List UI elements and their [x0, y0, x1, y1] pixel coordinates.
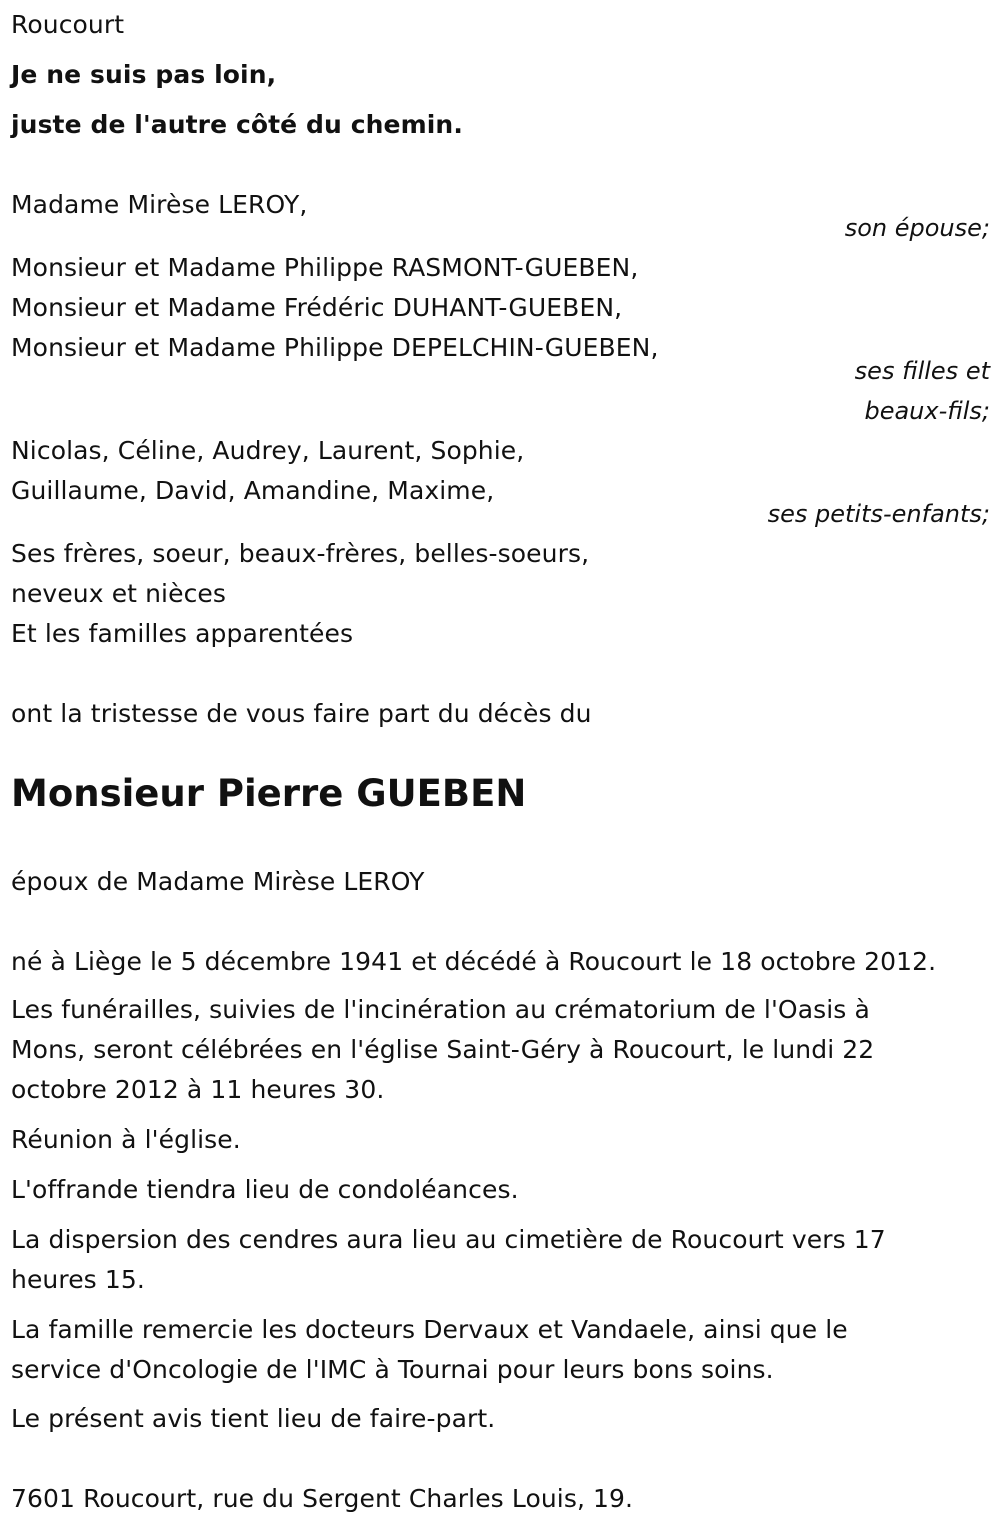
- location-header: Roucourt: [11, 10, 125, 39]
- others-line-3: Et les familles apparentées: [11, 619, 354, 648]
- birth-death: né à Liège le 5 décembre 1941 et décédé à Roucourt le 18 octobre 2012.: [11, 947, 937, 976]
- grandchildren-line-2: Guillaume, David, Amandine, Maxime,: [11, 476, 495, 505]
- funeral-line-2: Mons, seront célébrées en l'église Saint-Géry à Roucourt, le lundi 22: [11, 1035, 875, 1064]
- child-line-1: Monsieur et Madame Philippe RASMONT-GUEBEN,: [11, 253, 639, 282]
- meeting: Réunion à l'église.: [11, 1125, 241, 1154]
- spouse-role: son épouse;: [844, 214, 990, 242]
- child-line-2: Monsieur et Madame Frédéric DUHANT-GUEBEN,: [11, 293, 623, 322]
- notice: Le présent avis tient lieu de faire-part.: [11, 1404, 496, 1433]
- grandchildren-role: ses petits-enfants;: [767, 500, 990, 528]
- thanks-line-1: La famille remercie les docteurs Dervaux et Vandaele, ainsi que le: [11, 1315, 848, 1344]
- others-line-2: neveux et nièces: [11, 579, 227, 608]
- funeral-line-1: Les funérailles, suivies de l'incinération au crématorium de l'Oasis à: [11, 995, 870, 1024]
- deceased-name: Monsieur Pierre GUEBEN: [11, 772, 527, 815]
- grandchildren-line-1: Nicolas, Céline, Audrey, Laurent, Sophie,: [11, 436, 525, 465]
- dispersion-line-2: heures 15.: [11, 1265, 145, 1294]
- poem-line-2: juste de l'autre côté du chemin.: [11, 110, 463, 139]
- spouse-name: Madame Mirèse LEROY,: [11, 190, 308, 219]
- child-line-3: Monsieur et Madame Philippe DEPELCHIN-GUEBEN,: [11, 333, 659, 362]
- offering: L'offrande tiendra lieu de condoléances.: [11, 1175, 519, 1204]
- thanks-line-2: service d'Oncologie de l'IMC à Tournai pour leurs bons soins.: [11, 1355, 774, 1384]
- children-role-2: beaux-fils;: [864, 397, 990, 425]
- dispersion-line-1: La dispersion des cendres aura lieu au cimetière de Roucourt vers 17: [11, 1225, 886, 1254]
- others-line-1: Ses frères, soeur, beaux-frères, belles-soeurs,: [11, 539, 590, 568]
- poem-line-1: Je ne suis pas loin,: [11, 60, 277, 89]
- children-role-1: ses filles et: [854, 357, 990, 385]
- spouse-of: époux de Madame Mirèse LEROY: [11, 867, 425, 896]
- funeral-line-3: octobre 2012 à 11 heures 30.: [11, 1075, 385, 1104]
- announcement-intro: ont la tristesse de vous faire part du décès du: [11, 699, 592, 728]
- address: 7601 Roucourt, rue du Sergent Charles Louis, 19.: [11, 1484, 634, 1513]
